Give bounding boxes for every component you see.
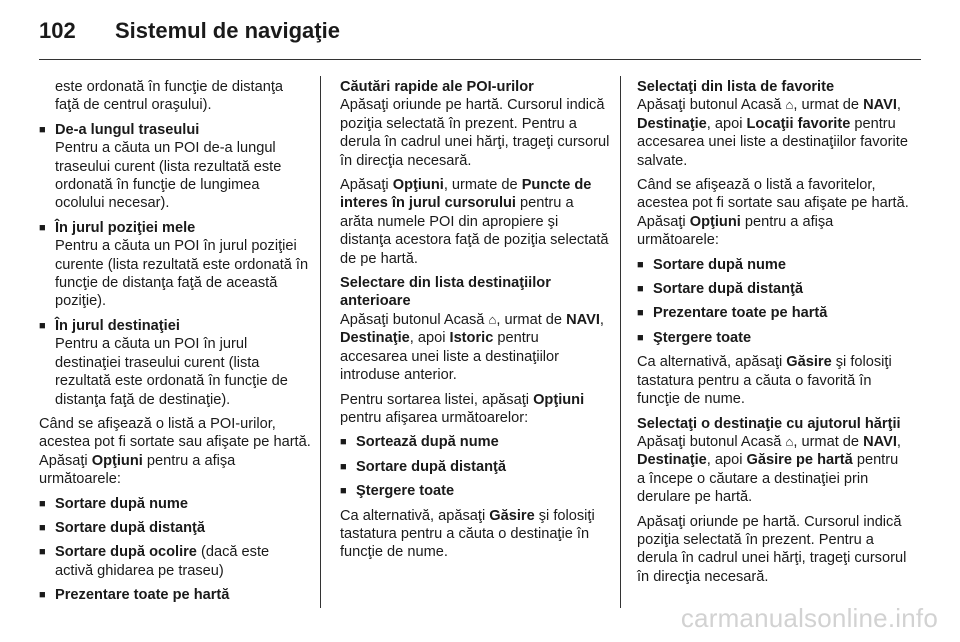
paragraph: Apăsaţi butonul Acasă ⌂, urmat de NAVI, Destinaţie, apoi Locaţii favorite pentru accesarea unei liste a destinaţiilor favorite salvate. <box>637 97 908 169</box>
paragraph: Când se afişează o listă a favoritelor, acestea pot fi sortate sau afişate pe hartă. Apăsaţi Opţiuni pentru a afişa următoarele: <box>637 177 909 249</box>
section-heading: Căutări rapide ale POI-urilor <box>340 79 534 95</box>
paragraph: Pentru sortarea listei, apăsaţi Opţiuni pentru afişarea următoarelor: <box>340 391 585 426</box>
list-item: ■ Sortare după ocolire (dacă este activă ghidarea pe traseu) <box>39 543 311 580</box>
list-item: ■ Sortează după nume <box>340 433 610 451</box>
paragraph: Apăsaţi butonul Acasă ⌂, urmat de NAVI, Destinaţie, apoi Găsire pe hartă pentru a începe o căutare a destinaţiei prin derulare pe hartă. <box>637 433 901 506</box>
list-item: ■ Sortare după distanţă <box>637 280 909 298</box>
home-icon: ⌂ <box>488 311 497 327</box>
paragraph: Când se afişează o listă a POI-urilor, acestea pot fi sortate sau afişate pe hartă. Apăsaţi Opţiuni pentru a afişa următoarele: <box>39 415 311 488</box>
column-divider-2 <box>620 76 621 608</box>
column-2 <box>340 78 610 568</box>
paragraph: Apăsaţi Opţiuni, urmate de Puncte de interes în jurul cursorului pentru a arăta numele POI din apropiere şi distanţa acestora faţă de poziţia selectată de pe hartă. <box>340 177 609 267</box>
list-item: ■ Ştergere toate <box>637 329 909 347</box>
page-title: Sistemul de navigaţie <box>115 18 340 43</box>
paragraph: Apăsaţi oriunde pe hartă. Cursorul indică poziţia selectată în prezent. Pentru a derula în cadrul unei hărţi, trageţi cursorul în direcţia necesară. <box>637 513 907 585</box>
paragraph: Apăsaţi butonul Acasă ⌂, urmat de NAVI, Destinaţie, apoi Istoric pentru accesarea unei liste a destinaţiilor introduse anterior. <box>340 311 604 384</box>
list-item: ■ Prezentare toate pe hartă <box>637 304 909 322</box>
header-rule <box>39 59 921 60</box>
page-number: 102 <box>39 18 76 43</box>
column-divider-1 <box>320 76 321 608</box>
paragraph: Ca alternativă, apăsaţi Găsire şi folosiţi tastatura pentru a căuta o favorită în funcţie de nume. <box>637 354 892 408</box>
home-icon: ⌂ <box>785 433 794 449</box>
continued-text: este ordonată în funcţie de distanţa faţă de centrul oraşului). <box>55 79 283 114</box>
section-heading: Selectaţi o destinaţie cu ajutorul hărţii <box>637 415 901 432</box>
section-heading: Selectare din lista destinaţiilor anterioare <box>340 275 551 310</box>
list-item: ■ În jurul poziţiei mele Pentru a căuta un POI în jurul poziţiei curente (lista rezultată este ordonată în funcţie de distanţa faţă de această poziţie). <box>39 219 311 311</box>
list-item: ■ De-a lungul traseului Pentru a căuta un POI de-a lungul traseului curent (lista rezultată este ordonată în funcţie de lungimea ocolului necesar). <box>39 121 311 213</box>
list-item: ■ În jurul destinaţiei Pentru a căuta un POI în jurul destinaţiei traseului curent (lista rezultată este ordonată în funcţie de distanţa faţă de destinaţie). <box>39 317 311 409</box>
list-item: ■ Prezentare toate pe hartă <box>39 586 311 604</box>
list-item: ■ Sortare după distanţă <box>340 458 610 476</box>
list-item: ■ Ştergere toate <box>340 482 610 500</box>
list-item: ■ Sortare după distanţă <box>39 519 311 537</box>
page-header <box>39 18 340 44</box>
watermark: carmanualsonline.info <box>680 603 938 633</box>
column-1 <box>39 78 311 611</box>
paragraph: Ca alternativă, apăsaţi Găsire şi folosiţi tastatura pentru a căuta o destinaţie în funcţie de nume. <box>340 507 595 561</box>
list-item: ■ Sortare după nume <box>637 256 909 274</box>
home-icon: ⌂ <box>785 97 794 113</box>
paragraph: Apăsaţi oriunde pe hartă. Cursorul indică poziţia selectată în prezent. Pentru a derula în cadrul unei hărţi, trageţi cursorul în direcţia necesară. <box>340 97 610 169</box>
section-heading: Selectaţi din lista de favorite <box>637 79 835 95</box>
column-3 <box>637 78 909 592</box>
list-item: ■ Sortare după nume <box>39 495 311 513</box>
